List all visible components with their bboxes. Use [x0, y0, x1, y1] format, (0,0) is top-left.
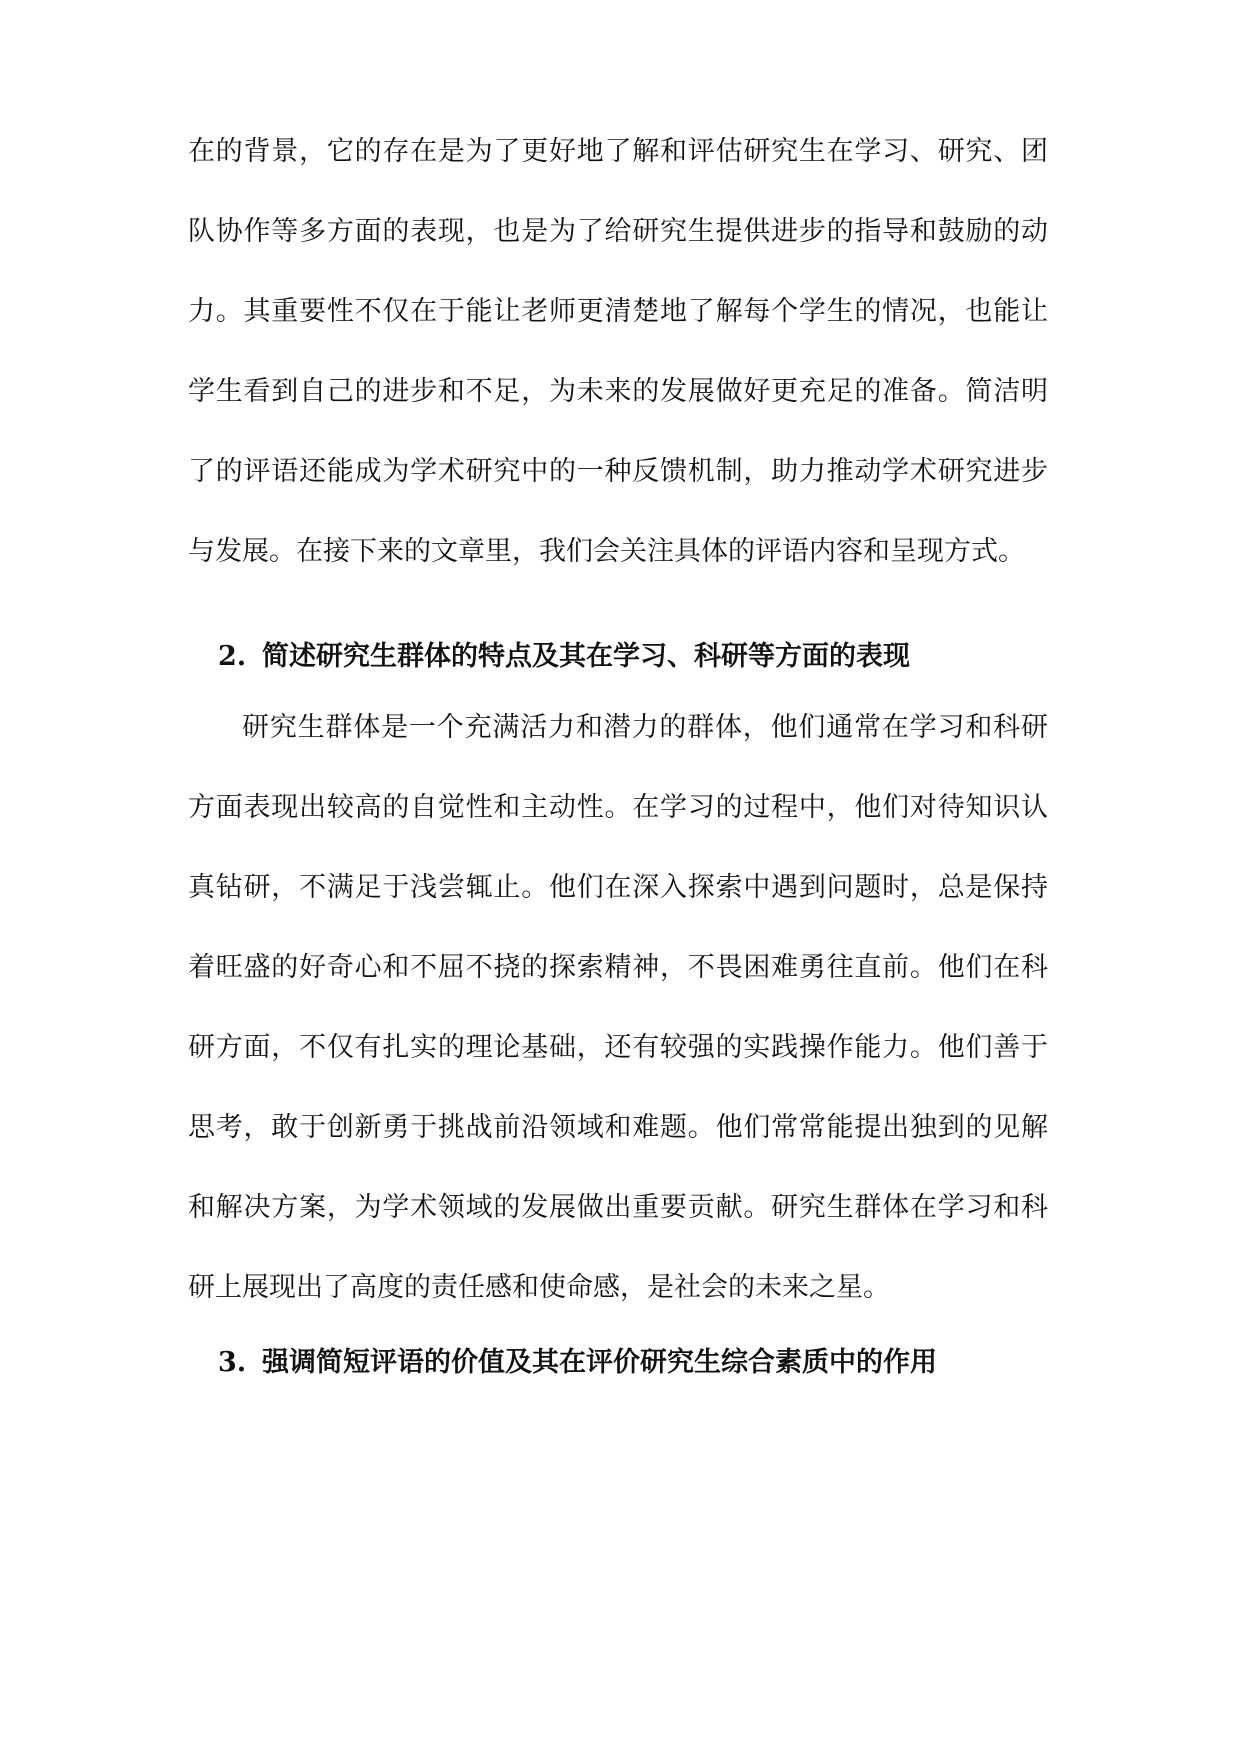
section-3-heading [218, 1343, 937, 1383]
section-2-number: 2. [218, 641, 247, 672]
section-2-title: 简述研究生群体的特点及其在学习、科研等方面的表现 [262, 641, 910, 672]
intro-paragraph: 在的背景，它的存在是为了更好地了解和评估研究生在学习、研究、团队协作等多方面的表现，也是为了给研究生提供进步的指导和鼓励的动力。其重要性不仅在于能让老师更清楚地了解每个学生的情况，也能让学生看到自己的进步和不足，为未来的发展做好更充足的准备。简洁明了的评语还能成为学术研究中的一种反馈机制，助力推动学术研究进步与发展。在接下来的文章里，我们会关注具体的评语内容和呈现方式。 [188, 136, 1048, 567]
section-2-paragraph: 研究生群体是一个充满活力和潜力的群体，他们通常在学习和科研方面表现出较高的自觉性和主动性。在学习的过程中，他们对待知识认真钻研，不满足于浅尝辄止。他们在深入探索中遇到问题时，总是保持着旺盛的好奇心和不屈不挠的探索精神，不畏困难勇往直前。他们在科研方面，不仅有扎实的理论基础，还有较强的实践操作能力。他们善于思考，敢于创新勇于挑战前沿领域和难题。他们常常能提出独到的见解和解决方案，为学术领域的发展做出重要贡献。研究生群体在学习和科研上展现出了高度的责任感和使命感，是社会的未来之星。 [188, 712, 1048, 1303]
section-2-heading [218, 637, 910, 677]
section-3-title: 强调简短评语的价值及其在评价研究生综合素质中的作用 [262, 1347, 937, 1378]
section-2-paragraph-block [188, 688, 1048, 1328]
intro-paragraph-block [188, 112, 1048, 592]
section-3-number: 3. [218, 1347, 247, 1378]
